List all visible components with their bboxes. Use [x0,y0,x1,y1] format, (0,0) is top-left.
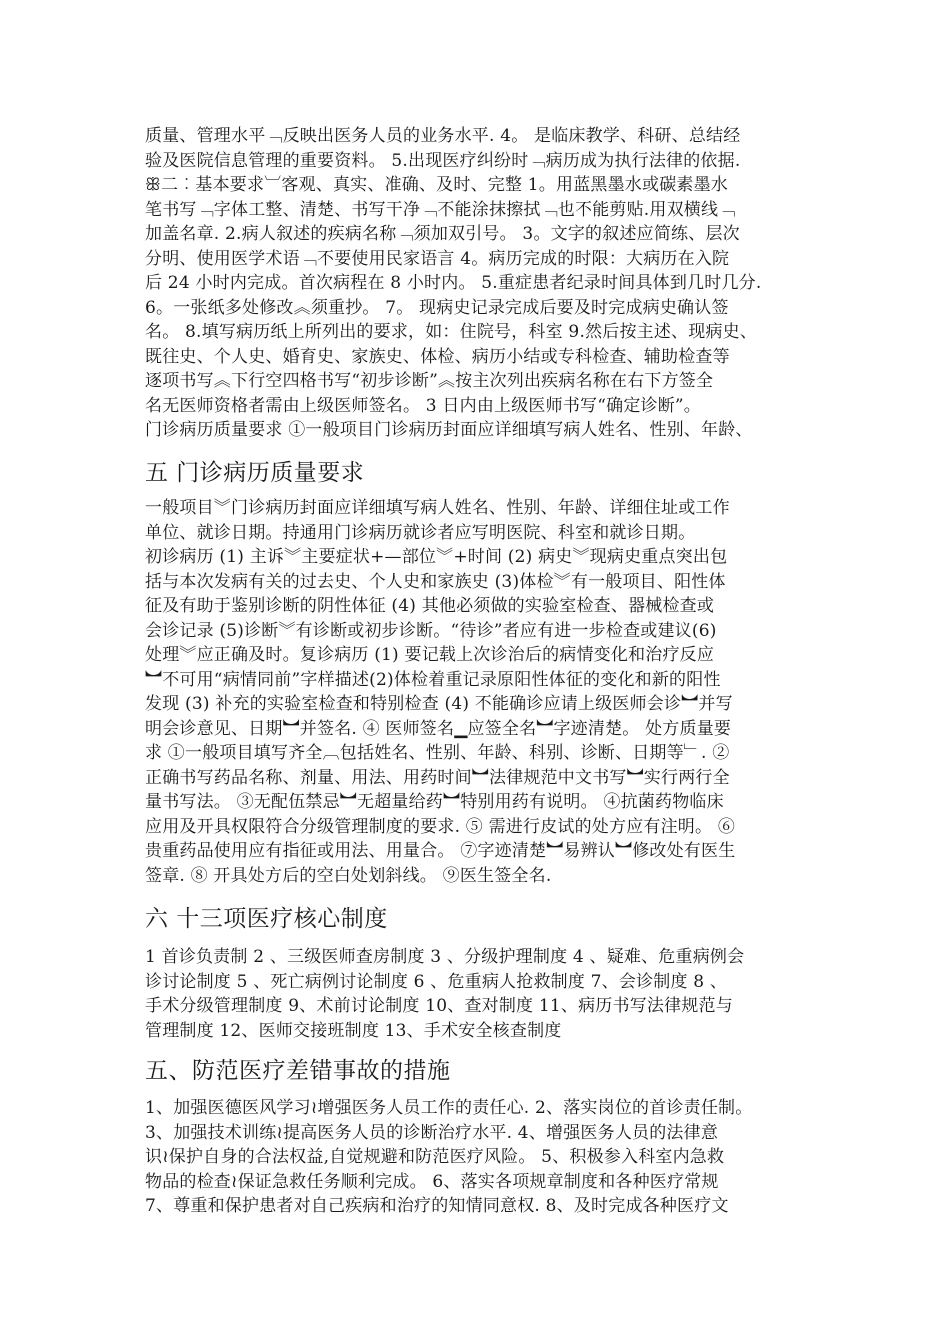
text-line: 分明、使用医学术语﹁不要使用民家语言 4。病历完成的时限：大病历在入院 [145,248,730,269]
text-line: 手术分级管理制度 9、术前讨论制度 10、查对制度 11、病历书写法律规范与 [145,996,733,1016]
text-line: 明会诊意见、日期︼并签名. ④ 医师签名▁应签全名︼字迹清楚。 处方质量要 [145,718,732,739]
text-line: 括与本次发病有关的过去史、个人史和家族史 (3)体检︾有一般项目、阳性体 [145,571,726,592]
text-line: 发现 (3) 补充的实验室检查和特别检查 (4) 不能确诊应请上级医师会诊︼并写 [145,694,733,714]
text-line: 1 首诊负责制 2 、三级医师查房制度 3 、分级护理制度 4 、疑难、危重病例会 [145,947,745,967]
text-line: ︼不可用“病情同前”字样描述(2)体检着重记录原阳性体征的变化和新的阳性 [145,669,721,690]
text-line: 单位、就诊日期。持通用门诊病历就诊者应写明医院、科室和就诊日期。 [145,522,696,543]
text-line: 1、加强医德医风学习≀增强医务人员工作的责任心. 2、落实岗位的首诊责任制。 [145,1098,753,1118]
text-line: 签章. ⑧ 开具处方后的空白处划斜线。 ⑨医生签全名. [145,865,552,886]
paragraph-medical-record-requirements [145,124,825,443]
paragraph-core-medical-systems [145,945,825,1043]
text-line: 识≀保护自身的合法权益,自觉规避和防范医疗风险。 5、积极参入科室内急救 [145,1147,725,1167]
text-line: 一般项目︾门诊病历封面应详细填写病人姓名、性别、年龄、详细住址或工作 [145,498,730,518]
text-line: 正确书写药品名称、剂量、用法、用药时间︼法律规范中文书写︼实行两行全 [145,767,730,788]
text-line: 处理︾应正确及时。复诊病历 (1) 要记载上次诊治后的病情变化和治疗反应 [145,645,715,665]
text-line: 物品的检查≀保证急救任务顺利完成。 6、落实各项规章制度和各种医疗常规 [145,1171,719,1192]
text-line: 贵重药品使用应有指征或用法、用量合。 ⑦字迹清楚︼易辨认︼修改处有医生 [145,841,736,861]
text-line: 管理制度 12、医师交接班制度 13、手术安全核查制度 [145,1020,562,1041]
text-line: 量书写法。 ③无配伍禁忌︼无超量给药︼特别用药有说明。 ④抗菌药物临床 [145,792,724,812]
text-line: 7、尊重和保护患者对自己疾病和治疗的知情同意权. 8、及时完成各种医疗文 [145,1196,729,1216]
text-line: 应用及开具权限符合分级管理制度的要求. ⑤ 需进行皮试的处方应有注明。 ⑥ [145,816,736,837]
text-line: 征及有助于鉴别诊断的阴性体征 (4) 其他必须做的实验室检查、器械检查或 [145,596,715,616]
text-line: 诊讨论制度 5 、死亡病例讨论制度 6 、危重病人抢救制度 7、会诊制度 8 、 [145,971,728,992]
text-line: 6。一张纸多处修改︽须重抄。 7。 现病史记录完成后要及时完成病史确认签 [145,297,729,318]
text-line: 后 24 小时内完成。首次病程在 8 小时内。 5.重症患者纪录时间具体到几时几分. [145,273,762,293]
paragraph-outpatient-record-quality [145,496,825,888]
text-line: 名无医师资格者需由上级医师签名。 3 日内由上级医师书写“确定诊断”。 [145,395,702,416]
paragraph-accident-prevention [145,1096,825,1219]
text-line: 质量、管理水平﹁反映出医务人员的业务水平. 4。 是临床教学、科研、总结经 [145,126,741,146]
text-line: 会诊记录 (5)诊断︾有诊断或初步诊断。“待诊”者应有进一步检查或建议(6) [145,620,717,641]
text-line: 门诊病历质量要求 ①一般项目门诊病历封面应详细填写病人姓名、性别、年龄、 [145,420,753,440]
text-line: 验及医院信息管理的重要资料。 5.出现医疗纠纷时﹁病历成为执行法律的依据. [145,150,741,171]
text-line: ꕥ二︰基本要求︺客观、真实、准确、及时、完整 1。用蓝黑墨水或碳素墨水 [145,175,728,195]
section-heading-outpatient-record-quality: 五 门诊病历质量要求 [145,460,365,486]
text-line: 初诊病历 (1) 主诉︾主要症状+—部位︾+时间 (2) 病史︾现病史重点突出包 [145,547,728,567]
text-line: 逐项书写︽下行空四格书写“初步诊断”︽按主次列出疾病名称在右下方签全 [145,371,714,391]
text-line: 既往史、个人史、婚育史、家族史、体检、病历小结或专科检查、辅助检查等 [145,346,730,367]
section-heading-core-medical-systems: 六 十三项医疗核心制度 [145,906,388,932]
text-line: 名。 8.填写病历纸上所列出的要求，如：住院号，科室 9.然后按主述、现病史、 [145,322,758,342]
section-heading-accident-prevention: 五、防范医疗差错事故的措施 [145,1058,451,1084]
text-line: 求 ①一般项目填写齐全︹包括姓名、性别、年龄、科别、诊断、日期等﹂. ② [145,743,730,763]
text-line: 笔书写﹁字体工整、清楚、书写干净﹁不能涂抹擦拭﹁也不能剪贴.用双横线﹁ [145,199,736,220]
text-line: 加盖名章. 2.病人叙述的疾病名称﹁须加双引号。 3。文字的叙述应简练、层次 [145,224,740,244]
text-line: 3、加强技术训练≀提高医务人员的诊断治疗水平. 4、增强医务人员的法律意 [145,1122,719,1143]
